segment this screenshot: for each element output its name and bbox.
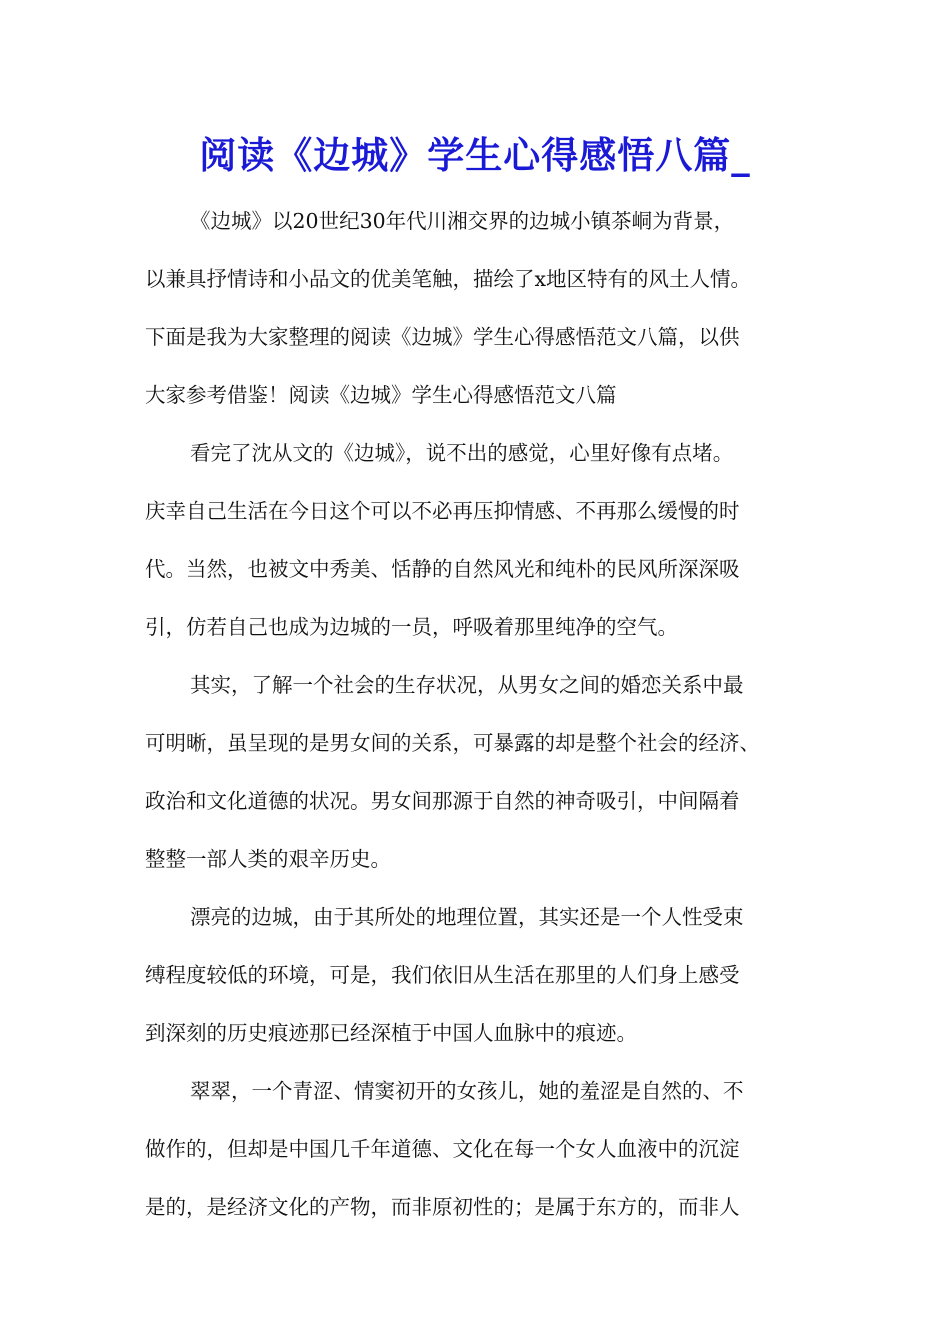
paragraph-2-line-4: 引，仿若自己也成为边城的一员，呼吸着那里纯净的空气。 [145,615,678,639]
document-title: 阅读《边城》学生心得感悟八篇_ [199,133,751,177]
paragraph-5-line-1: 翠翠，一个青涩、情窦初开的女孩儿，她的羞涩是自然的、不 [190,1079,744,1103]
paragraph-3-line-4: 整整一部人类的艰辛历史。 [145,847,391,871]
paragraph-4-line-2: 缚程度较低的环境，可是，我们依旧从生活在那里的人们身上感受 [145,963,740,987]
paragraph-1-line-3: 下面是我为大家整理的阅读《边城》学生心得感悟范文八篇，以供 [145,325,740,349]
paragraph-3-line-3: 政治和文化道德的状况。男女间那源于自然的神奇吸引，中间隔着 [145,789,740,813]
paragraph-4-line-1: 漂亮的边城，由于其所处的地理位置，其实还是一个人性受束 [190,905,744,929]
paragraph-2-line-3: 代。当然，也被文中秀美、恬静的自然风光和纯朴的民风所深深吸 [145,557,740,581]
paragraph-2-line-2: 庆幸自己生活在今日这个可以不必再压抑情感、不再那么缓慢的时 [145,499,740,523]
paragraph-1-line-4: 大家参考借鉴！阅读《边城》学生心得感悟范文八篇 [145,383,617,407]
paragraph-2-line-1: 看完了沈从文的《边城》，说不出的感觉，心里好像有点堵。 [190,441,734,465]
paragraph-3-line-1: 其实，了解一个社会的生存状况，从男女之间的婚恋关系中最 [190,673,744,697]
paragraph-5-line-2: 做作的，但却是中国几千年道德、文化在每一个女人血液中的沉淀 [145,1137,740,1161]
paragraph-3-line-2: 可明晰，虽呈现的是男女间的关系，可暴露的却是整个社会的经济、 [145,731,760,755]
paragraph-5-line-3: 是的，是经济文化的产物，而非原初性的；是属于东方的，而非人 [145,1195,740,1219]
paragraph-4-line-3: 到深刻的历史痕迹那已经深植于中国人血脉中的痕迹。 [145,1021,637,1045]
paragraph-1-line-1: 《边城》以20世纪30年代川湘交界的边城小镇茶峒为背景， [190,209,735,233]
paragraph-1-line-2: 以兼具抒情诗和小品文的优美笔触，描绘了x地区特有的风土人情。 [145,267,752,291]
